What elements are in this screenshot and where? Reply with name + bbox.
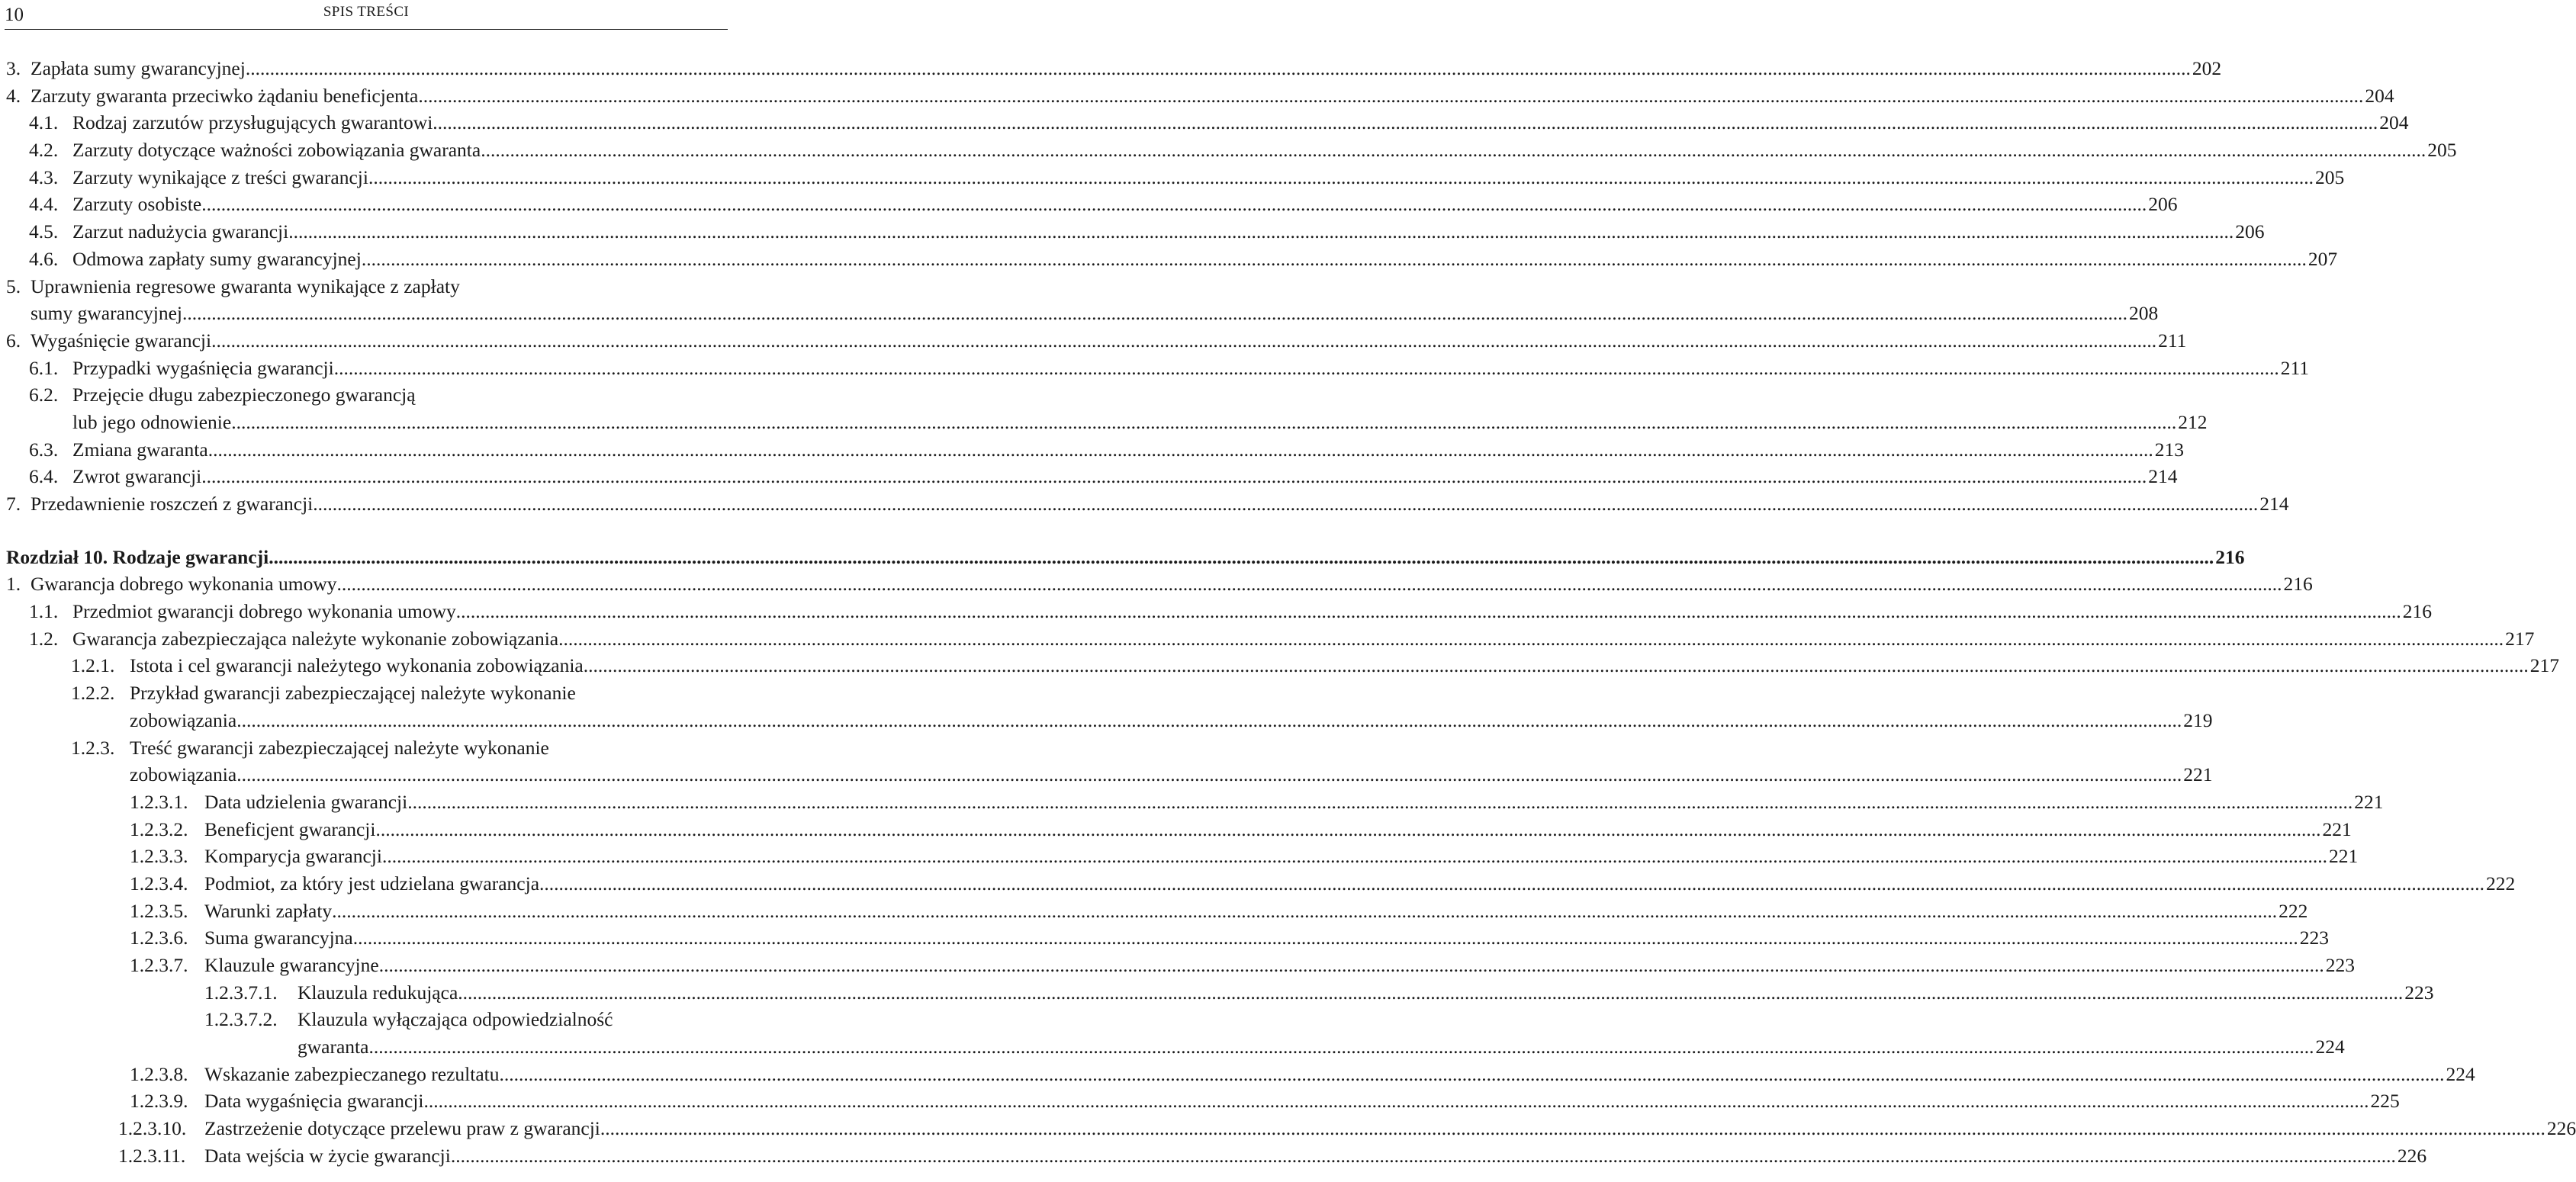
entry-title: Zarzuty osobiste xyxy=(72,193,202,216)
entry-number: 6. xyxy=(6,329,21,352)
toc-entry xyxy=(0,570,2313,598)
dot-leader: ................................................................................................................................................................................................................................................................................................................................................................................................................ xyxy=(368,1036,2314,1058)
dot-leader: ................................................................................................................................................................................................................................................................................................................................................................................................................ xyxy=(558,627,2504,650)
toc-entry xyxy=(0,463,2178,490)
toc-entry xyxy=(0,1033,2345,1061)
entry-number: 1.2.3.6. xyxy=(130,927,188,949)
entry-number: 1.2.3.3. xyxy=(130,845,188,868)
entry-number: 1.2. xyxy=(29,627,59,650)
entry-title: Przedmiot gwarancji dobrego wykonania umowy xyxy=(72,600,456,623)
entry-page-number: 226 xyxy=(2546,1117,2576,1140)
toc-entry xyxy=(0,843,2359,870)
toc-entry xyxy=(0,924,2329,952)
dot-leader: ................................................................................................................................................................................................................................................................................................................................................................................................................ xyxy=(333,356,2279,379)
entry-page-number: 206 xyxy=(2235,220,2265,243)
entry-number: 1. xyxy=(6,573,21,596)
toc-entry xyxy=(0,327,2187,355)
toc-entry xyxy=(0,355,2310,382)
toc-entry xyxy=(0,1087,2400,1115)
entry-page-number: 222 xyxy=(2279,899,2308,922)
entry-page-number: 222 xyxy=(2486,872,2516,895)
entry-title: Zmiana gwaranta xyxy=(72,438,208,461)
entry-number: 6.1. xyxy=(29,356,59,379)
entry-page-number: 214 xyxy=(2259,493,2289,515)
entry-page-number: 206 xyxy=(2148,193,2178,216)
entry-page-number: 205 xyxy=(2427,139,2457,162)
entry-number: 1.2.3.4. xyxy=(130,872,188,895)
entry-page-number: 221 xyxy=(2354,790,2384,813)
entry-number: 6.2. xyxy=(29,384,59,406)
dot-leader: ................................................................................................................................................................................................................................................................................................................................................................................................................ xyxy=(450,1144,2396,1167)
entry-title: zobowiązania xyxy=(130,763,237,786)
entry-page-number: 221 xyxy=(2322,817,2352,840)
entry-title: lub jego odnowienie xyxy=(72,410,232,433)
entry-title: Zwrot gwarancji xyxy=(72,465,202,488)
entry-title: Klauzula redukująca xyxy=(297,981,458,1004)
entry-number: 4.6. xyxy=(29,247,59,270)
toc-entry xyxy=(0,1006,732,1033)
toc-entry xyxy=(0,55,2222,82)
dot-leader: ................................................................................................................................................................................................................................................................................................................................................................................................................ xyxy=(539,872,2485,895)
entry-page-number: 204 xyxy=(2379,111,2409,134)
entry-title: gwaranta xyxy=(297,1036,369,1058)
entry-title: Rozdział 10. Rodzaje gwarancji xyxy=(6,545,269,568)
dot-leader: ................................................................................................................................................................................................................................................................................................................................................................................................................ xyxy=(236,708,2182,731)
running-head: SPIS TREŚCI xyxy=(323,4,410,20)
dot-leader: ................................................................................................................................................................................................................................................................................................................................................................................................................ xyxy=(352,927,2298,949)
entry-number: 1.2.3.7. xyxy=(130,954,188,976)
entry-number: 4.3. xyxy=(29,165,59,188)
dot-leader: ................................................................................................................................................................................................................................................................................................................................................................................................................ xyxy=(269,545,2214,568)
toc-entry xyxy=(0,1115,2576,1142)
dot-leader: ................................................................................................................................................................................................................................................................................................................................................................................................................ xyxy=(600,1117,2545,1140)
toc-entry xyxy=(0,300,2159,327)
entry-number: 6.4. xyxy=(29,465,59,488)
dot-leader: ................................................................................................................................................................................................................................................................................................................................................................................................................ xyxy=(201,193,2147,216)
table-of-contents xyxy=(0,55,2576,1170)
toc-entry xyxy=(0,409,2208,436)
entry-number: 4.1. xyxy=(29,111,59,134)
entry-number: 1.2.3.5. xyxy=(130,899,188,922)
dot-leader: ................................................................................................................................................................................................................................................................................................................................................................................................................ xyxy=(418,84,2364,107)
entry-number: 4. xyxy=(6,84,21,107)
toc-entry xyxy=(0,979,2434,1007)
dot-leader: ................................................................................................................................................................................................................................................................................................................................................................................................................ xyxy=(313,493,2259,515)
entry-number: 1.2.3.11. xyxy=(118,1144,186,1167)
dot-leader: ................................................................................................................................................................................................................................................................................................................................................................................................................ xyxy=(231,410,2177,433)
entry-title: Wygaśnięcie gwarancji xyxy=(31,329,212,352)
entry-title: Rodzaj zarzutów przysługujących gwarantowi xyxy=(72,111,433,134)
entry-title: Istota i cel gwarancji należytego wykonania zobowiązania xyxy=(130,654,584,677)
entry-page-number: 224 xyxy=(2315,1036,2345,1058)
entry-title: Zastrzeżenie dotyczące przelewu praw z gwarancji xyxy=(204,1117,600,1140)
toc-entry xyxy=(0,598,2433,625)
dot-leader: ................................................................................................................................................................................................................................................................................................................................................................................................................ xyxy=(375,817,2321,840)
entry-page-number: 223 xyxy=(2299,927,2329,949)
entry-title: Podmiot, za który jest udzielana gwarancja xyxy=(204,872,540,895)
toc-entry xyxy=(0,246,2338,273)
entry-title: Data wejścia w życie gwarancji xyxy=(204,1144,451,1167)
dot-leader: ................................................................................................................................................................................................................................................................................................................................................................................................................ xyxy=(381,845,2327,868)
entry-page-number: 204 xyxy=(2365,84,2394,107)
chapter-gap xyxy=(0,518,732,544)
toc-entry xyxy=(0,816,2352,843)
toc-entry xyxy=(0,652,2559,679)
entry-number: 3. xyxy=(6,57,21,79)
page-number: 10 xyxy=(5,5,24,25)
toc-entry xyxy=(0,436,2184,464)
entry-page-number: 213 xyxy=(2154,438,2184,461)
toc-entry xyxy=(0,952,2355,979)
entry-title: Wskazanie zabezpieczanego rezultatu xyxy=(204,1062,500,1085)
dot-leader: ................................................................................................................................................................................................................................................................................................................................................................................................................ xyxy=(236,763,2182,786)
entry-title: Klauzula wyłączająca odpowiedzialność xyxy=(297,1008,613,1031)
entry-title: sumy gwarancyjnej xyxy=(31,302,182,325)
entry-page-number: 207 xyxy=(2307,247,2338,270)
entry-title: Klauzule gwarancyjne xyxy=(204,954,379,976)
dot-leader: ................................................................................................................................................................................................................................................................................................................................................................................................................ xyxy=(336,573,2282,596)
toc-entry xyxy=(0,490,2289,518)
entry-number: 1.2.3.7.1. xyxy=(204,981,278,1004)
toc-entry xyxy=(0,707,2213,734)
entry-number: 7. xyxy=(6,493,21,515)
entry-page-number: 216 xyxy=(2215,545,2245,568)
entry-page-number: 219 xyxy=(2183,708,2213,731)
toc-entry xyxy=(0,625,2535,653)
entry-title: Gwarancja dobrego wykonania umowy xyxy=(31,573,337,596)
entry-page-number: 205 xyxy=(2314,165,2345,188)
dot-leader: ................................................................................................................................................................................................................................................................................................................................................................................................................ xyxy=(211,329,2157,352)
entry-number: 1.2.3.2. xyxy=(130,817,188,840)
dot-leader: ................................................................................................................................................................................................................................................................................................................................................................................................................ xyxy=(332,899,2278,922)
entry-title: Uprawnienia regresowe gwaranta wynikające z zapłaty xyxy=(31,275,460,297)
entry-page-number: 214 xyxy=(2148,465,2178,488)
toc-entry xyxy=(0,82,2394,110)
entry-page-number: 223 xyxy=(2404,981,2434,1004)
entry-page-number: 221 xyxy=(2183,763,2213,786)
entry-number: 1.2.3.8. xyxy=(130,1062,188,1085)
entry-page-number: 211 xyxy=(2280,356,2310,379)
entry-title: Zarzuty gwaranta przeciwko żądaniu beneficjenta xyxy=(31,84,419,107)
entry-title: Odmowa zapłaty sumy gwarancyjnej xyxy=(72,247,362,270)
dot-leader: ................................................................................................................................................................................................................................................................................................................................................................................................................ xyxy=(423,1090,2369,1113)
entry-page-number: 216 xyxy=(2402,600,2433,623)
dot-leader: ................................................................................................................................................................................................................................................................................................................................................................................................................ xyxy=(368,165,2314,188)
toc-entry xyxy=(0,381,732,409)
toc-entry xyxy=(0,137,2457,164)
entry-title: Warunki zapłaty xyxy=(204,899,333,922)
toc-entry xyxy=(0,761,2213,789)
entry-title: Zapłata sumy gwarancyjnej xyxy=(31,57,246,79)
dot-leader: ................................................................................................................................................................................................................................................................................................................................................................................................................ xyxy=(245,57,2191,79)
toc-entry xyxy=(0,1061,2475,1088)
entry-number: 4.5. xyxy=(29,220,59,243)
entry-title: Beneficjent gwarancji xyxy=(204,817,376,840)
dot-leader: ................................................................................................................................................................................................................................................................................................................................................................................................................ xyxy=(458,981,2404,1004)
chapter-heading xyxy=(0,544,2245,571)
toc-entry xyxy=(0,109,2409,137)
entry-title: Komparycja gwarancji xyxy=(204,845,382,868)
entry-title: Data udzielenia gwarancji xyxy=(204,790,408,813)
dot-leader: ................................................................................................................................................................................................................................................................................................................................................................................................................ xyxy=(378,954,2324,976)
entry-number: 1.2.3.9. xyxy=(130,1090,188,1113)
entry-page-number: 211 xyxy=(2158,329,2187,352)
toc-entry xyxy=(0,679,732,707)
dot-leader: ................................................................................................................................................................................................................................................................................................................................................................................................................ xyxy=(499,1062,2445,1085)
entry-page-number: 216 xyxy=(2283,573,2313,596)
dot-leader: ................................................................................................................................................................................................................................................................................................................................................................................................................ xyxy=(207,438,2153,461)
entry-number: 4.2. xyxy=(29,139,59,162)
entry-number: 6.3. xyxy=(29,438,59,461)
entry-number: 5. xyxy=(6,275,21,297)
entry-title: Data wygaśnięcia gwarancji xyxy=(204,1090,424,1113)
entry-number: 1.2.2. xyxy=(71,682,115,705)
toc-entry xyxy=(0,191,2178,218)
toc-entry xyxy=(0,870,2516,898)
entry-page-number: 202 xyxy=(2192,57,2222,79)
entry-page-number: 208 xyxy=(2128,302,2159,325)
entry-number: 4.4. xyxy=(29,193,59,216)
toc-entry xyxy=(0,1142,2427,1170)
dot-leader: ................................................................................................................................................................................................................................................................................................................................................................................................................ xyxy=(201,465,2147,488)
toc-entry xyxy=(0,218,2265,246)
dot-leader: ................................................................................................................................................................................................................................................................................................................................................................................................................ xyxy=(455,600,2401,623)
entry-page-number: 225 xyxy=(2370,1090,2400,1113)
toc-entry xyxy=(0,273,732,300)
dot-leader: ................................................................................................................................................................................................................................................................................................................................................................................................................ xyxy=(182,302,2127,325)
entry-page-number: 226 xyxy=(2397,1144,2427,1167)
entry-number: 1.2.3. xyxy=(71,736,115,759)
dot-leader: ................................................................................................................................................................................................................................................................................................................................................................................................................ xyxy=(583,654,2529,677)
entry-page-number: 223 xyxy=(2325,954,2355,976)
entry-title: Treść gwarancji zabezpieczającej należyte wykonanie xyxy=(130,736,549,759)
entry-number: 1.2.3.1. xyxy=(130,790,188,813)
dot-leader: ................................................................................................................................................................................................................................................................................................................................................................................................................ xyxy=(361,247,2307,270)
entry-title: Gwarancja zabezpieczająca należyte wykonanie zobowiązania xyxy=(72,627,559,650)
entry-page-number: 212 xyxy=(2178,410,2208,433)
entry-number: 1.2.1. xyxy=(71,654,115,677)
entry-number: 1.2.3.7.2. xyxy=(204,1008,278,1031)
toc-entry xyxy=(0,734,732,762)
entry-page-number: 217 xyxy=(2505,627,2535,650)
entry-title: Przypadki wygaśnięcia gwarancji xyxy=(72,356,334,379)
toc-entry xyxy=(0,898,2308,925)
dot-leader: ................................................................................................................................................................................................................................................................................................................................................................................................................ xyxy=(288,220,2234,243)
entry-title: Zarzuty dotyczące ważności zobowiązania gwaranta xyxy=(72,139,481,162)
entry-title: Przejęcie długu zabezpieczonego gwarancją xyxy=(72,384,416,406)
entry-title: Zarzuty wynikające z treści gwarancji xyxy=(72,165,368,188)
header-rule xyxy=(5,29,728,30)
entry-title: Przedawnienie roszczeń z gwarancji xyxy=(31,493,314,515)
toc-entry xyxy=(0,789,2384,816)
entry-number: 1.1. xyxy=(29,600,59,623)
entry-title: Suma gwarancyjna xyxy=(204,927,353,949)
toc-entry xyxy=(0,164,2345,191)
entry-title: Zarzut nadużycia gwarancji xyxy=(72,220,289,243)
entry-title: zobowiązania xyxy=(130,708,237,731)
dot-leader: ................................................................................................................................................................................................................................................................................................................................................................................................................ xyxy=(407,790,2353,813)
entry-page-number: 221 xyxy=(2328,845,2359,868)
dot-leader: ................................................................................................................................................................................................................................................................................................................................................................................................................ xyxy=(433,111,2378,134)
entry-number: 1.2.3.10. xyxy=(118,1117,187,1140)
entry-page-number: 217 xyxy=(2529,654,2559,677)
entry-page-number: 224 xyxy=(2446,1062,2475,1085)
page-header xyxy=(0,0,732,31)
entry-title: Przykład gwarancji zabezpieczającej należyte wykonanie xyxy=(130,682,576,705)
dot-leader: ................................................................................................................................................................................................................................................................................................................................................................................................................ xyxy=(481,139,2426,162)
